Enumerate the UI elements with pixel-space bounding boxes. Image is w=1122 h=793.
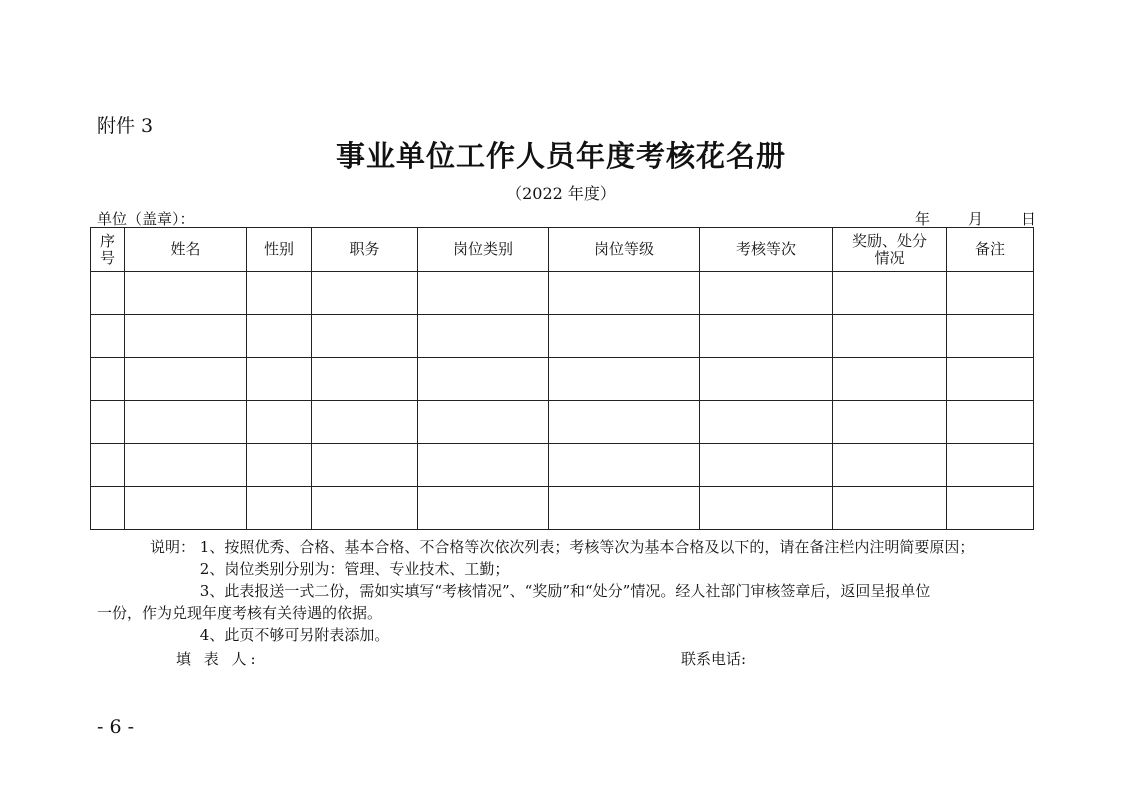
- table-cell[interactable]: [947, 358, 1034, 401]
- table-row: [91, 487, 1034, 530]
- table-cell[interactable]: [549, 487, 700, 530]
- table-cell[interactable]: [247, 272, 312, 315]
- header-post-grade: 岗位等级: [549, 228, 700, 272]
- table-cell[interactable]: [312, 487, 418, 530]
- table-cell[interactable]: [833, 272, 947, 315]
- table-cell[interactable]: [91, 358, 125, 401]
- table-row: [91, 444, 1034, 487]
- table-cell[interactable]: [247, 358, 312, 401]
- date-line: [915, 208, 1036, 229]
- table-cell[interactable]: [125, 444, 247, 487]
- table-cell[interactable]: [125, 272, 247, 315]
- table-cell[interactable]: [247, 444, 312, 487]
- table-cell[interactable]: [91, 315, 125, 358]
- table-cell[interactable]: [418, 358, 549, 401]
- table-cell[interactable]: [700, 272, 833, 315]
- table-cell[interactable]: [247, 401, 312, 444]
- table-cell[interactable]: [549, 315, 700, 358]
- date-year: 年: [915, 210, 931, 228]
- header-rewards-penalties: 奖励、处分 情况: [833, 228, 947, 272]
- table-header-row: [91, 228, 1034, 272]
- table-cell[interactable]: [549, 358, 700, 401]
- table-cell[interactable]: [125, 401, 247, 444]
- header-name: 姓名: [125, 228, 247, 272]
- header-seq: 序 号: [91, 228, 125, 272]
- roster-table: [90, 227, 1034, 530]
- table-cell[interactable]: [833, 358, 947, 401]
- table-cell[interactable]: [418, 487, 549, 530]
- filler-label: 填 表 人:: [176, 650, 260, 668]
- table-cell[interactable]: [549, 444, 700, 487]
- table-cell[interactable]: [312, 401, 418, 444]
- table-cell[interactable]: [700, 358, 833, 401]
- table-row: [91, 401, 1034, 444]
- table-cell[interactable]: [91, 444, 125, 487]
- table-row: [91, 315, 1034, 358]
- header-assessment-grade: 考核等次: [700, 228, 833, 272]
- table-cell[interactable]: [947, 487, 1034, 530]
- phone-label: 联系电话:: [681, 650, 747, 668]
- table-cell[interactable]: [312, 315, 418, 358]
- table-cell[interactable]: [91, 487, 125, 530]
- table-cell[interactable]: [125, 487, 247, 530]
- table-cell[interactable]: [833, 315, 947, 358]
- table-cell[interactable]: [247, 487, 312, 530]
- table-cell[interactable]: [947, 272, 1034, 315]
- note-item-3-cont: 一份，作为兑现年度考核有关待遇的依据。: [97, 604, 383, 622]
- table-cell[interactable]: [700, 444, 833, 487]
- table-cell[interactable]: [947, 315, 1034, 358]
- header-post-category: 岗位类别: [418, 228, 549, 272]
- date-month: 月: [968, 210, 984, 228]
- table-cell[interactable]: [125, 315, 247, 358]
- table-cell[interactable]: [549, 272, 700, 315]
- table-cell[interactable]: [947, 401, 1034, 444]
- table-cell[interactable]: [91, 272, 125, 315]
- header-position: 职务: [312, 228, 418, 272]
- table-cell[interactable]: [700, 401, 833, 444]
- header-remarks: 备注: [947, 228, 1034, 272]
- note-item-1: 说明： 1、按照优秀、合格、基本合格、不合格等次依次列表；考核等次为基本合格及以下的，请在备注栏内注明简要原因；: [97, 536, 1032, 558]
- unit-seal-label: 单位（盖章）：: [97, 210, 195, 228]
- table-row: [91, 272, 1034, 315]
- table-cell[interactable]: [312, 272, 418, 315]
- table-cell[interactable]: [700, 487, 833, 530]
- table-cell[interactable]: [125, 358, 247, 401]
- note-item-2: 2、岗位类别分别为：管理、专业技术、工勤；: [199, 560, 510, 578]
- table-cell[interactable]: [312, 358, 418, 401]
- roster-body: [91, 272, 1034, 530]
- annex-label: 附件 3: [97, 115, 154, 137]
- table-cell[interactable]: [833, 444, 947, 487]
- table-row: [91, 358, 1034, 401]
- table-cell[interactable]: [833, 487, 947, 530]
- table-cell[interactable]: [91, 401, 125, 444]
- date-day: 日: [1021, 210, 1037, 228]
- note-item-3: 3、此表报送一式二份，需如实填写“考核情况”、“奖励”和“处分”情况。经人社部门审核签章后，返回呈报单位: [199, 582, 931, 600]
- note-item-4: 4、此页不够可另附表添加。: [199, 626, 390, 644]
- table-cell[interactable]: [700, 315, 833, 358]
- table-cell[interactable]: [312, 444, 418, 487]
- page-title: 事业单位工作人员年度考核花名册: [335, 139, 786, 173]
- table-cell[interactable]: [247, 315, 312, 358]
- table-cell[interactable]: [418, 315, 549, 358]
- table-cell[interactable]: [549, 401, 700, 444]
- table-cell[interactable]: [418, 444, 549, 487]
- year-subtitle: （2022 年度）: [506, 184, 616, 203]
- header-gender: 性别: [247, 228, 312, 272]
- page-number: - 6 -: [97, 716, 135, 738]
- table-cell[interactable]: [418, 272, 549, 315]
- table-cell[interactable]: [418, 401, 549, 444]
- notes-label: 说明：: [149, 538, 195, 556]
- table-cell[interactable]: [947, 444, 1034, 487]
- notes-section: [97, 536, 1032, 646]
- table-cell[interactable]: [833, 401, 947, 444]
